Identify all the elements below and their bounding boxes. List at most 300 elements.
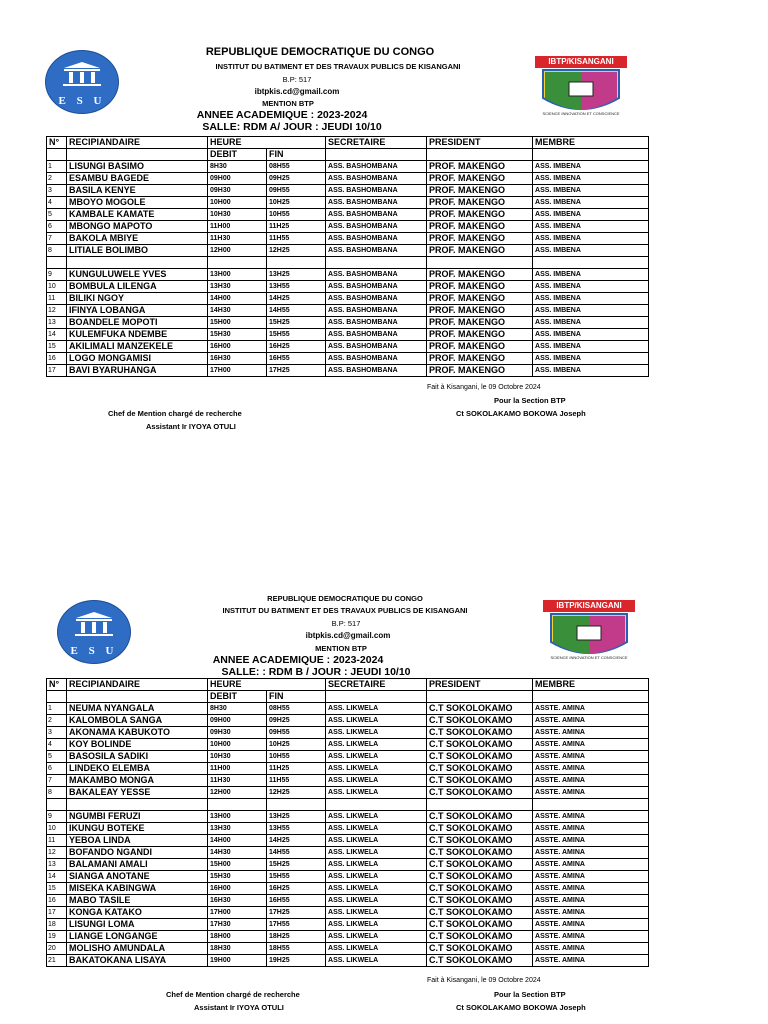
president-name: C.T SOKOLOKAMO bbox=[427, 775, 533, 787]
row-number: 20 bbox=[47, 943, 67, 955]
president-name: PROF. MAKENGO bbox=[427, 233, 533, 245]
recipient-name: BAKOLA MBIYE bbox=[67, 233, 208, 245]
recipient-name: SIANGA ANOTANE bbox=[67, 871, 208, 883]
secretary-name: ASS. LIKWELA bbox=[326, 895, 427, 907]
secretary-name: ASS. LIKWELA bbox=[326, 883, 427, 895]
table-row bbox=[47, 703, 649, 715]
member-name: ASSTE. AMINA bbox=[533, 823, 649, 835]
start-time: 11H30 bbox=[208, 775, 267, 787]
assistant-name: Assistant Ir IYOYA OTULI bbox=[194, 1003, 284, 1012]
table-row bbox=[47, 847, 649, 859]
president-name: C.T SOKOLOKAMO bbox=[427, 883, 533, 895]
president-name: C.T SOKOLOKAMO bbox=[427, 847, 533, 859]
col-header-end: FIN bbox=[267, 149, 326, 161]
member-name: ASS. IMBENA bbox=[533, 269, 649, 281]
end-time: 09H25 bbox=[267, 715, 326, 727]
president-name: PROF. MAKENGO bbox=[427, 353, 533, 365]
start-time: 14H00 bbox=[208, 293, 267, 305]
member-name: ASS. IMBENA bbox=[533, 221, 649, 233]
row-number: 6 bbox=[47, 221, 67, 233]
end-time: 18H25 bbox=[267, 931, 326, 943]
table-row bbox=[47, 859, 649, 871]
col-header-time: HEURE bbox=[208, 137, 326, 149]
start-time: 15H30 bbox=[208, 329, 267, 341]
member-name: ASS. IMBENA bbox=[533, 281, 649, 293]
secretary-name: ASS. BASHOMBANA bbox=[326, 317, 427, 329]
table-row bbox=[47, 787, 649, 799]
member-name: ASSTE. AMINA bbox=[533, 931, 649, 943]
esu-logo bbox=[57, 600, 131, 664]
recipient-name: YEBOA LINDA bbox=[67, 835, 208, 847]
recipient-name: LISUNGI LOMA bbox=[67, 919, 208, 931]
recipient-name: BILIKI NGOY bbox=[67, 293, 208, 305]
secretary-name: ASS. BASHOMBANA bbox=[326, 341, 427, 353]
secretary-name: ASS. BASHOMBANA bbox=[326, 305, 427, 317]
president-name: C.T SOKOLOKAMO bbox=[427, 931, 533, 943]
president-name: PROF. MAKENGO bbox=[427, 269, 533, 281]
building-icon bbox=[72, 611, 116, 637]
table-subheader-row bbox=[47, 691, 649, 703]
member-name: ASS. IMBENA bbox=[533, 233, 649, 245]
secretary-name: ASS. LIKWELA bbox=[326, 787, 427, 799]
row-number: 3 bbox=[47, 727, 67, 739]
country-title: REPUBLIQUE DEMOCRATIQUE DU CONGO bbox=[267, 594, 423, 603]
table-row bbox=[47, 943, 649, 955]
row-number: 11 bbox=[47, 293, 67, 305]
secretary-name: ASS. BASHOMBANA bbox=[326, 281, 427, 293]
institute-title: INSTITUT DU BATIMENT ET DES TRAVAUX PUBLICS DE KISANGANI bbox=[222, 606, 468, 615]
row-number: 12 bbox=[47, 847, 67, 859]
col-header-end: FIN bbox=[267, 691, 326, 703]
president-name: C.T SOKOLOKAMO bbox=[427, 859, 533, 871]
recipient-name: LOGO MONGAMISI bbox=[67, 353, 208, 365]
president-name: PROF. MAKENGO bbox=[427, 173, 533, 185]
recipient-name: LISUNGI BASIMO bbox=[67, 161, 208, 173]
secretary-name: ASS. LIKWELA bbox=[326, 847, 427, 859]
member-name: ASS. IMBENA bbox=[533, 293, 649, 305]
col-header-recipient: RECIPIANDAIRE bbox=[67, 679, 208, 691]
table-row bbox=[47, 931, 649, 943]
start-time: 8H30 bbox=[208, 161, 267, 173]
end-time: 10H55 bbox=[267, 751, 326, 763]
member-name: ASSTE. AMINA bbox=[533, 727, 649, 739]
president-name: PROF. MAKENGO bbox=[427, 329, 533, 341]
row-number: 16 bbox=[47, 353, 67, 365]
start-time: 14H00 bbox=[208, 835, 267, 847]
recipient-name: BOANDELE MOPOTI bbox=[67, 317, 208, 329]
col-header-president: PRESIDENT bbox=[427, 679, 533, 691]
start-time: 13H30 bbox=[208, 281, 267, 293]
start-time: 10H00 bbox=[208, 739, 267, 751]
start-time: 10H30 bbox=[208, 751, 267, 763]
date-place: Fait à Kisangani, le 09 Octobre 2024 bbox=[427, 384, 541, 391]
end-time: 09H25 bbox=[267, 173, 326, 185]
chef-title: Chef de Mention chargé de recherche bbox=[166, 990, 300, 999]
end-time: 16H55 bbox=[267, 895, 326, 907]
secretary-name: ASS. BASHOMBANA bbox=[326, 173, 427, 185]
ibtp-emblem-icon bbox=[543, 612, 635, 662]
row-number: 8 bbox=[47, 787, 67, 799]
secretary-name: ASS. BASHOMBANA bbox=[326, 353, 427, 365]
recipient-name: IFINYA LOBANGA bbox=[67, 305, 208, 317]
table-row bbox=[47, 871, 649, 883]
member-name: ASSTE. AMINA bbox=[533, 859, 649, 871]
end-time: 15H25 bbox=[267, 317, 326, 329]
row-number: 11 bbox=[47, 835, 67, 847]
row-number: 12 bbox=[47, 305, 67, 317]
president-name: C.T SOKOLOKAMO bbox=[427, 811, 533, 823]
row-number: 5 bbox=[47, 751, 67, 763]
country-title: REPUBLIQUE DEMOCRATIQUE DU CONGO bbox=[205, 46, 435, 58]
end-time: 17H55 bbox=[267, 919, 326, 931]
table-row bbox=[47, 715, 649, 727]
member-name: ASS. IMBENA bbox=[533, 317, 649, 329]
table-row bbox=[47, 883, 649, 895]
mention-text: MENTION BTP bbox=[262, 99, 314, 108]
secretary-name: ASS. LIKWELA bbox=[326, 739, 427, 751]
ibtp-motto: SCIENCE INNOVATION ET CONSCIENCE bbox=[550, 655, 628, 660]
president-name: PROF. MAKENGO bbox=[427, 281, 533, 293]
signatory-right: Ct SOKOLAKAMO BOKOWA Joseph bbox=[456, 1003, 586, 1012]
end-time: 17H25 bbox=[267, 907, 326, 919]
start-time: 10H00 bbox=[208, 197, 267, 209]
member-name: ASS. IMBENA bbox=[533, 185, 649, 197]
secretary-name: ASS. BASHOMBANA bbox=[326, 329, 427, 341]
end-time: 11H25 bbox=[267, 221, 326, 233]
president-name: C.T SOKOLOKAMO bbox=[427, 703, 533, 715]
recipient-name: KALOMBOLA SANGA bbox=[67, 715, 208, 727]
president-name: C.T SOKOLOKAMO bbox=[427, 895, 533, 907]
end-time: 16H25 bbox=[267, 883, 326, 895]
start-time: 11H00 bbox=[208, 763, 267, 775]
member-name: ASS. IMBENA bbox=[533, 245, 649, 257]
member-name: ASSTE. AMINA bbox=[533, 847, 649, 859]
member-name: ASSTE. AMINA bbox=[533, 919, 649, 931]
member-name: ASS. IMBENA bbox=[533, 353, 649, 365]
end-time: 11H25 bbox=[267, 763, 326, 775]
col-header-secretary: SECRETAIRE bbox=[326, 137, 427, 149]
recipient-name: BAKALEAY YESSE bbox=[67, 787, 208, 799]
table-row bbox=[47, 895, 649, 907]
member-name: ASS. IMBENA bbox=[533, 173, 649, 185]
recipient-name: MBOYO MOGOLE bbox=[67, 197, 208, 209]
president-name: PROF. MAKENGO bbox=[427, 305, 533, 317]
recipient-name: AKILIMALI MANZEKELE bbox=[67, 341, 208, 353]
row-number: 5 bbox=[47, 209, 67, 221]
end-time: 14H25 bbox=[267, 293, 326, 305]
member-name: ASS. IMBENA bbox=[533, 197, 649, 209]
president-name: C.T SOKOLOKAMO bbox=[427, 763, 533, 775]
secretary-name: ASS. LIKWELA bbox=[326, 763, 427, 775]
institute-title: INSTITUT DU BATIMENT ET DES TRAVAUX PUBLICS DE KISANGANI bbox=[215, 62, 461, 71]
recipient-name: AKONAMA KABUKOTO bbox=[67, 727, 208, 739]
start-time: 19H00 bbox=[208, 955, 267, 967]
recipient-name: LINDEKO ELEMBA bbox=[67, 763, 208, 775]
table-row bbox=[47, 955, 649, 967]
end-time: 10H25 bbox=[267, 739, 326, 751]
member-name: ASS. IMBENA bbox=[533, 161, 649, 173]
end-time: 19H25 bbox=[267, 955, 326, 967]
president-name: PROF. MAKENGO bbox=[427, 161, 533, 173]
secretary-name: ASS. LIKWELA bbox=[326, 703, 427, 715]
president-name: PROF. MAKENGO bbox=[427, 197, 533, 209]
recipient-name: NGUMBI FERUZI bbox=[67, 811, 208, 823]
start-time: 15H30 bbox=[208, 871, 267, 883]
end-time: 09H55 bbox=[267, 727, 326, 739]
table-row bbox=[47, 919, 649, 931]
secretary-name: ASS. LIKWELA bbox=[326, 751, 427, 763]
recipient-name: KOY BOLINDE bbox=[67, 739, 208, 751]
start-time: 8H30 bbox=[208, 703, 267, 715]
recipient-name: LITIALE BOLIMBO bbox=[67, 245, 208, 257]
end-time: 14H55 bbox=[267, 305, 326, 317]
president-name: PROF. MAKENGO bbox=[427, 185, 533, 197]
president-name: C.T SOKOLOKAMO bbox=[427, 823, 533, 835]
row-number: 17 bbox=[47, 907, 67, 919]
start-time: 17H00 bbox=[208, 907, 267, 919]
row-number: 13 bbox=[47, 317, 67, 329]
col-header-time: HEURE bbox=[208, 679, 326, 691]
secretary-name: ASS. BASHOMBANA bbox=[326, 185, 427, 197]
member-name: ASSTE. AMINA bbox=[533, 703, 649, 715]
recipient-name: KAMBALE KAMATE bbox=[67, 209, 208, 221]
secretary-name: ASS. LIKWELA bbox=[326, 907, 427, 919]
row-number: 2 bbox=[47, 715, 67, 727]
recipient-name: BOFANDO NGANDI bbox=[67, 847, 208, 859]
ibtp-logo-text: IBTP/KISANGANI bbox=[535, 56, 627, 68]
row-number: 7 bbox=[47, 775, 67, 787]
col-header-number: N° bbox=[47, 137, 67, 149]
start-time: 12H00 bbox=[208, 787, 267, 799]
table-row bbox=[47, 751, 649, 763]
secretary-name: ASS. LIKWELA bbox=[326, 919, 427, 931]
president-name: PROF. MAKENGO bbox=[427, 245, 533, 257]
col-header-member: MEMBRE bbox=[533, 137, 649, 149]
end-time: 13H55 bbox=[267, 823, 326, 835]
start-time: 17H00 bbox=[208, 365, 267, 377]
start-time: 16H00 bbox=[208, 883, 267, 895]
end-time: 13H55 bbox=[267, 281, 326, 293]
secretary-name: ASS. LIKWELA bbox=[326, 727, 427, 739]
email-text: ibtpkis.cd@gmail.com bbox=[305, 631, 391, 640]
end-time: 15H55 bbox=[267, 329, 326, 341]
end-time: 15H25 bbox=[267, 859, 326, 871]
member-name: ASSTE. AMINA bbox=[533, 751, 649, 763]
row-number: 7 bbox=[47, 233, 67, 245]
secretary-name: ASS. LIKWELA bbox=[326, 871, 427, 883]
row-number: 15 bbox=[47, 883, 67, 895]
date-place: Fait à Kisangani, le 09 Octobre 2024 bbox=[427, 977, 541, 984]
table-row bbox=[47, 907, 649, 919]
end-time: 10H25 bbox=[267, 197, 326, 209]
member-name: ASSTE. AMINA bbox=[533, 763, 649, 775]
president-name: PROF. MAKENGO bbox=[427, 209, 533, 221]
col-header-recipient: RECIPIANDAIRE bbox=[67, 137, 208, 149]
secretary-name: ASS. BASHOMBANA bbox=[326, 293, 427, 305]
start-time: 14H30 bbox=[208, 847, 267, 859]
secretary-name: ASS. LIKWELA bbox=[326, 811, 427, 823]
member-name: ASSTE. AMINA bbox=[533, 739, 649, 751]
col-header-secretary: SECRETAIRE bbox=[326, 679, 427, 691]
start-time: 11H30 bbox=[208, 233, 267, 245]
table-header-row bbox=[47, 679, 649, 691]
start-time: 16H00 bbox=[208, 341, 267, 353]
end-time: 14H55 bbox=[267, 847, 326, 859]
end-time: 16H55 bbox=[267, 353, 326, 365]
secretary-name: ASS. LIKWELA bbox=[326, 715, 427, 727]
table-row bbox=[47, 739, 649, 751]
start-time: 09H30 bbox=[208, 185, 267, 197]
end-time: 08H55 bbox=[267, 703, 326, 715]
table-row bbox=[47, 775, 649, 787]
col-header-member: MEMBRE bbox=[533, 679, 649, 691]
start-time: 11H00 bbox=[208, 221, 267, 233]
secretary-name: ASS. BASHOMBANA bbox=[326, 221, 427, 233]
member-name: ASS. IMBENA bbox=[533, 329, 649, 341]
recipient-name: BOMBULA LILENGA bbox=[67, 281, 208, 293]
row-number: 4 bbox=[47, 197, 67, 209]
row-number: 21 bbox=[47, 955, 67, 967]
recipient-name: NEUMA NYANGALA bbox=[67, 703, 208, 715]
recipient-name: IKUNGU BOTEKE bbox=[67, 823, 208, 835]
start-time: 13H30 bbox=[208, 823, 267, 835]
col-header-start: DEBIT bbox=[208, 691, 267, 703]
president-name: C.T SOKOLOKAMO bbox=[427, 943, 533, 955]
recipient-name: BASILA KENYE bbox=[67, 185, 208, 197]
row-number: 14 bbox=[47, 871, 67, 883]
secretary-name: ASS. BASHOMBANA bbox=[326, 209, 427, 221]
member-name: ASSTE. AMINA bbox=[533, 883, 649, 895]
president-name: C.T SOKOLOKAMO bbox=[427, 907, 533, 919]
member-name: ASS. IMBENA bbox=[533, 341, 649, 353]
member-name: ASSTE. AMINA bbox=[533, 715, 649, 727]
president-name: C.T SOKOLOKAMO bbox=[427, 751, 533, 763]
recipient-name: LIANGE LONGANGE bbox=[67, 931, 208, 943]
member-name: ASSTE. AMINA bbox=[533, 871, 649, 883]
president-name: PROF. MAKENGO bbox=[427, 341, 533, 353]
secretary-name: ASS. LIKWELA bbox=[326, 835, 427, 847]
row-number: 13 bbox=[47, 859, 67, 871]
end-time: 13H25 bbox=[267, 811, 326, 823]
president-name: PROF. MAKENGO bbox=[427, 293, 533, 305]
start-time: 09H30 bbox=[208, 727, 267, 739]
member-name: ASSTE. AMINA bbox=[533, 811, 649, 823]
esu-logo-text: E S U bbox=[70, 645, 118, 657]
secretary-name: ASS. LIKWELA bbox=[326, 823, 427, 835]
esu-logo-text: E S U bbox=[58, 95, 106, 107]
secretary-name: ASS. LIKWELA bbox=[326, 943, 427, 955]
member-name: ASS. IMBENA bbox=[533, 209, 649, 221]
row-number: 9 bbox=[47, 269, 67, 281]
end-time: 18H55 bbox=[267, 943, 326, 955]
schedule-table bbox=[46, 678, 649, 967]
start-time: 18H30 bbox=[208, 943, 267, 955]
secretary-name: ASS. LIKWELA bbox=[326, 775, 427, 787]
member-name: ASSTE. AMINA bbox=[533, 835, 649, 847]
secretary-name: ASS. BASHOMBANA bbox=[326, 245, 427, 257]
row-number: 15 bbox=[47, 341, 67, 353]
recipient-name: BAKATOKANA LISAYA bbox=[67, 955, 208, 967]
recipient-name: KONGA KATAKO bbox=[67, 907, 208, 919]
table-row bbox=[47, 823, 649, 835]
end-time: 11H55 bbox=[267, 775, 326, 787]
table-row bbox=[47, 835, 649, 847]
section-label: Pour la Section BTP bbox=[494, 396, 566, 405]
chef-title: Chef de Mention chargé de recherche bbox=[108, 409, 242, 418]
row-number: 14 bbox=[47, 329, 67, 341]
start-time: 10H30 bbox=[208, 209, 267, 221]
president-name: C.T SOKOLOKAMO bbox=[427, 739, 533, 751]
recipient-name: MISEKA KABINGWA bbox=[67, 883, 208, 895]
president-name: PROF. MAKENGO bbox=[427, 221, 533, 233]
president-name: C.T SOKOLOKAMO bbox=[427, 787, 533, 799]
member-name: ASSTE. AMINA bbox=[533, 775, 649, 787]
member-name: ASSTE. AMINA bbox=[533, 943, 649, 955]
assistant-name: Assistant Ir IYOYA OTULI bbox=[146, 422, 236, 431]
end-time: 13H25 bbox=[267, 269, 326, 281]
end-time: 12H25 bbox=[267, 245, 326, 257]
row-number: 3 bbox=[47, 185, 67, 197]
ibtp-motto: SCIENCE INNOVATION ET CONSCIENCE bbox=[542, 111, 620, 116]
ibtp-logo-text: IBTP/KISANGANI bbox=[543, 600, 635, 612]
end-time: 12H25 bbox=[267, 787, 326, 799]
member-name: ASSTE. AMINA bbox=[533, 787, 649, 799]
secretary-name: ASS. BASHOMBANA bbox=[326, 233, 427, 245]
row-number: 16 bbox=[47, 895, 67, 907]
room-day: SALLE: RDM A/ JOUR : JEUDI 10/10 bbox=[202, 121, 382, 133]
end-time: 14H25 bbox=[267, 835, 326, 847]
president-name: PROF. MAKENGO bbox=[427, 365, 533, 377]
bp-text: B.P: 517 bbox=[282, 75, 312, 84]
recipient-name: BALAMANI AMALI bbox=[67, 859, 208, 871]
signatory-right: Ct SOKOLAKAMO BOKOWA Joseph bbox=[456, 409, 586, 418]
row-number: 4 bbox=[47, 739, 67, 751]
end-time: 17H25 bbox=[267, 365, 326, 377]
table-row bbox=[47, 811, 649, 823]
recipient-name: MABO TASILE bbox=[67, 895, 208, 907]
academic-year: ANNEE ACADEMIQUE : 2023-2024 bbox=[196, 109, 368, 121]
secretary-name: ASS. LIKWELA bbox=[326, 955, 427, 967]
start-time: 16H30 bbox=[208, 353, 267, 365]
end-time: 11H55 bbox=[267, 233, 326, 245]
president-name: PROF. MAKENGO bbox=[427, 317, 533, 329]
col-header-number: N° bbox=[47, 679, 67, 691]
end-time: 16H25 bbox=[267, 341, 326, 353]
president-name: C.T SOKOLOKAMO bbox=[427, 955, 533, 967]
member-name: ASSTE. AMINA bbox=[533, 907, 649, 919]
end-time: 09H55 bbox=[267, 185, 326, 197]
row-number: 19 bbox=[47, 931, 67, 943]
recipient-name: KULEMFUKA NDEMBE bbox=[67, 329, 208, 341]
secretary-name: ASS. BASHOMBANA bbox=[326, 365, 427, 377]
section-label: Pour la Section BTP bbox=[494, 990, 566, 999]
row-number: 6 bbox=[47, 763, 67, 775]
table-row bbox=[47, 763, 649, 775]
table-row bbox=[47, 727, 649, 739]
president-name: C.T SOKOLOKAMO bbox=[427, 871, 533, 883]
start-time: 18H00 bbox=[208, 931, 267, 943]
member-name: ASSTE. AMINA bbox=[533, 895, 649, 907]
recipient-name: KUNGULUWELE YVES bbox=[67, 269, 208, 281]
start-time: 15H00 bbox=[208, 317, 267, 329]
email-text: ibtpkis.cd@gmail.com bbox=[254, 87, 340, 96]
row-number: 8 bbox=[47, 245, 67, 257]
col-header-start: DEBIT bbox=[208, 149, 267, 161]
row-number: 2 bbox=[47, 173, 67, 185]
recipient-name: MOLISHO AMUNDALA bbox=[67, 943, 208, 955]
start-time: 13H00 bbox=[208, 811, 267, 823]
president-name: C.T SOKOLOKAMO bbox=[427, 715, 533, 727]
